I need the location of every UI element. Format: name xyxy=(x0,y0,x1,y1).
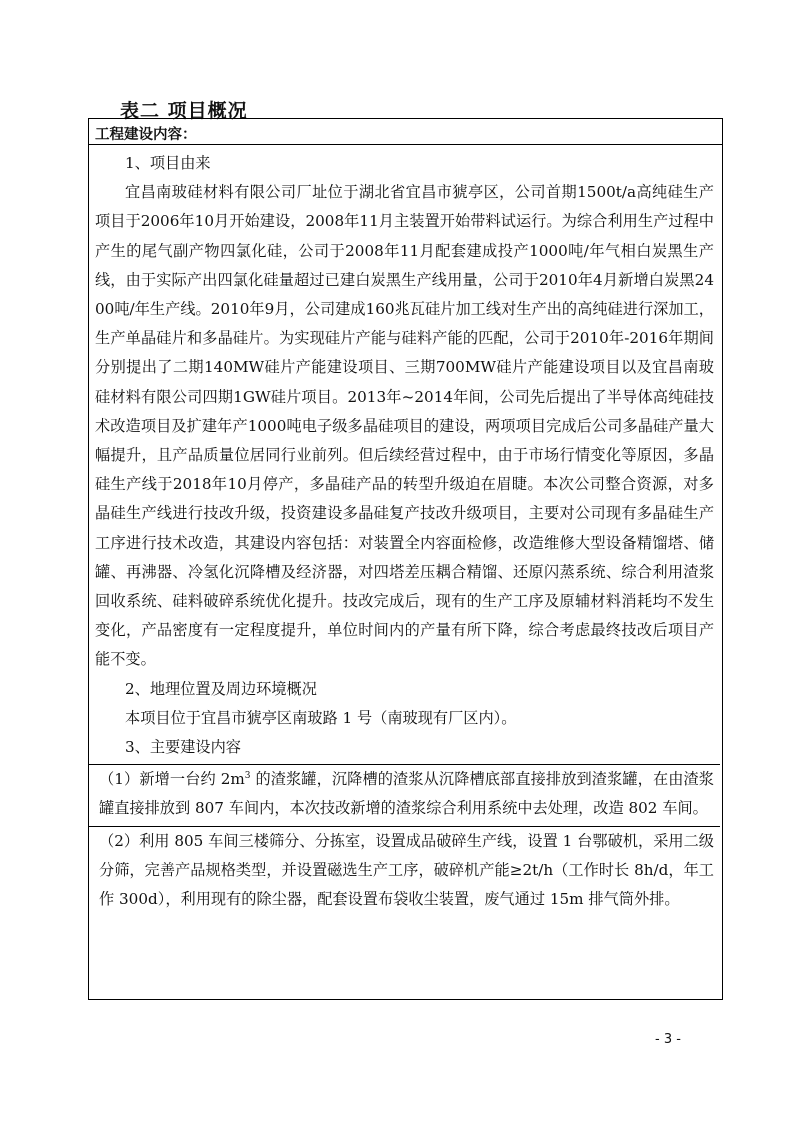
heading-project-origin: 1、项目由来 xyxy=(125,154,211,172)
table-body xyxy=(95,149,714,914)
item-1 xyxy=(95,765,714,823)
project-overview-table xyxy=(88,118,723,1000)
item-2: （2）利用 805 车间三楼筛分、分拣室，设置成品破碎生产线，设置 1 台鄂破机，采用二级分筛，完善产品规格类型，并设置磁选生产工序，破碎机产能≥2t/h（工作时长 8h/d，年工作 300d），利用现有的除尘器，配套设置布袋收尘装置，废气通过 15m 排气筒外排。 xyxy=(99,831,714,909)
paragraph-project-origin: 宜昌南玻硅材料有限公司厂址位于湖北省宜昌市猇亭区，公司首期1500t/a高纯硅生产项目于2006年10月开始建设，2008年11月主装置开始带料试运行。为综合利用生产过程中产生的尾气副产物四氯化硅，公司于2008年11月配套建成投产1000吨/年气相白炭黑生产线，由于实际产出四氯化硅量超过已建白炭黑生产线用量，公司于2010年4月新增白炭黑2400吨/年生产线。2010年9月，公司建成160兆瓦硅片加工线对生产出的高纯硅进行深加工，生产单晶硅片和多晶硅片。为实现硅片产能与硅料产能的匹配，公司于2010年-2016年期间分别提出了二期140MW硅片产能建设项目、三期700MW硅片产能建设项目以及宜昌南玻硅材料有限公司四期1GW硅片项目。2013年~2014年间，公司先后提出了半导体高纯硅技术改造项目及扩建年产1000吨电子级多晶硅项目的建设，两项项目完成后公司多晶硅产量大幅提升，且产品质量位居同行业前列。但后续经营过程中，由于市场行情变化等原因，多晶硅生产线于2018年10月停产，多晶硅产品的转型升级迫在眉睫。本次公司整合资源，对多晶硅生产线进行技改升级，投资建设多晶硅复产技改升级项目，主要对公司现有多晶硅生产工序进行技术改造，其建设内容包括：对装置全内容面检修，改造维修大型设备精馏塔、储罐、再沸器、冷氢化沉降槽及经济器，对四塔差压耦合精馏、还原闪蒸系统、综合利用渣浆回收系统、硅料破碎系统优化提升。技改完成后，现有的生产工序及原辅材料消耗均不发生变化，产品密度有一定程度提升，单位时间内的产量有所下降，综合考虑最终技改后项目产能不变。 xyxy=(95,183,714,669)
heading-location: 2、地理位置及周边环境概况 xyxy=(125,679,317,698)
item-1-post: 的渣浆罐，沉降槽的渣浆从沉降槽底部直接排放到渣浆罐，在由渣浆罐直接排放到 807 车间内，本次技改新增的渣浆综合利用系统中去处理，改造 802 车间。 xyxy=(99,770,714,818)
table-title: 表二 项目概况 xyxy=(120,100,248,122)
paragraph-location: 本项目位于宜昌市猇亭区南玻路 1 号（南玻现有厂区内）。 xyxy=(125,708,517,727)
section-label: 工程建设内容： xyxy=(95,127,197,143)
heading-construction: 3、主要建设内容 xyxy=(125,738,241,757)
section-label-row xyxy=(89,119,722,145)
page-number: - 3 - xyxy=(655,1032,681,1047)
item-1-pre: （1）新增一台约 2m xyxy=(99,770,245,789)
item-1-sup: 3 xyxy=(244,771,251,782)
